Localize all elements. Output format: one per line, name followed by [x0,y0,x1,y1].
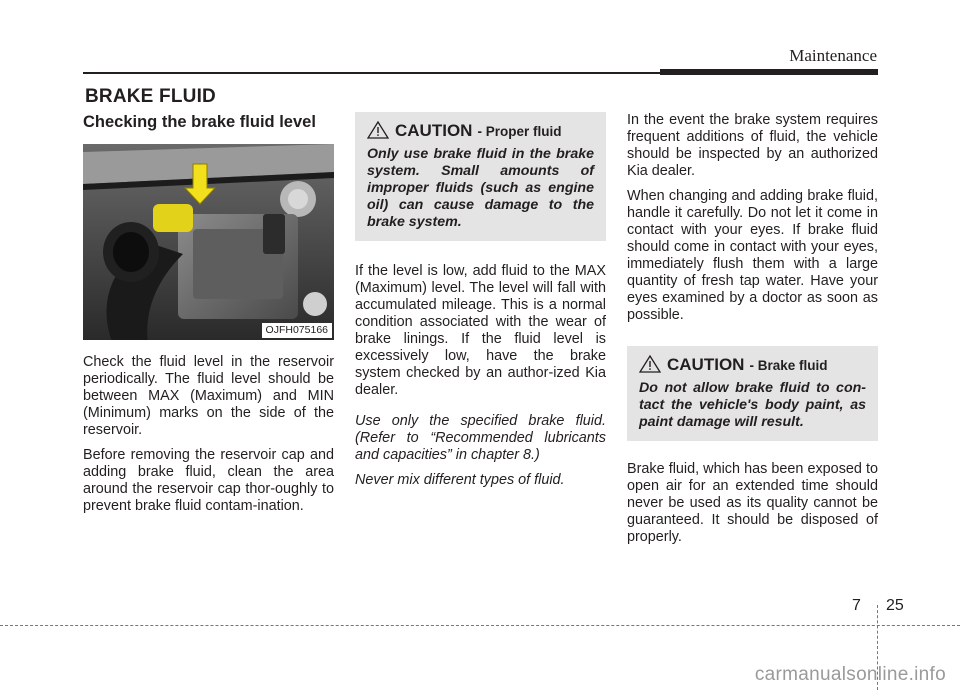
caution-box-proper-fluid [355,112,606,241]
note: Use only the specified brake fluid. (Refer to “Recommended lubricants and capacities” in chapter 8.) [355,413,606,463]
column-right [627,112,878,554]
photo-code: OJFH075166 [262,323,332,338]
header-rule-accent [660,69,878,75]
paragraph: If the level is low, add fluid to the MAX (Maximum) level. The level will fall with accumulated mileage. This is a normal condition associated with the wear of brake linings. If the fluid level is excessively low, have the brake system checked by an author-ized Kia dealer. [355,263,606,398]
column-middle [355,112,606,497]
caution-text: Only use brake fluid in the brake system. Small amounts of improper fluids (such as engine oil) can cause damage to the brake system. [367,146,594,230]
warning-triangle-icon [367,121,389,139]
caution-text: Do not allow brake fluid to con-tact the vehicle's body paint, as paint damage will result. [639,380,866,430]
paragraph: When changing and adding brake fluid, handle it carefully. Do not let it come in contact with your eyes. If brake fluid should come in contact with your eyes, immediately flush them with a large quantity of fresh tap water. Have your eyes examined by a doctor as soon as possible. [627,188,878,323]
caution-header [639,354,866,374]
column-left [83,112,334,523]
watermark-text: carmanualsonline.info [754,664,946,685]
paragraph: Check the fluid level in the reservoir periodically. The fluid level should be between MAX (Maximum) and MIN (Minimum) marks on the side of the reservoir. [83,354,334,438]
caution-label: CAUTION [667,354,745,374]
engine-bay-photo [83,144,334,340]
warning-triangle-icon [639,355,661,373]
footer-rule [0,625,960,626]
paragraph: Brake fluid, which has been exposed to open air for an extended time should never be used as its quality cannot be guaranteed. It should be disposed of properly. [627,461,878,545]
paragraph: In the event the brake system requires frequent additions of fluid, the vehicle should be inspected by an authorized Kia dealer. [627,112,878,179]
caution-subtitle: - Proper fluid [477,124,562,139]
chapter-number: 7 [852,597,861,614]
page-header-title: Maintenance [789,46,877,65]
note: Never mix different types of fluid. [355,472,565,488]
paragraph: Before removing the reservoir cap and adding brake fluid, clean the area around the reservoir cap thor-oughly to prevent brake fluid contam-ination. [83,447,334,514]
caution-subtitle: - Brake fluid [749,358,828,373]
caution-header [367,120,594,140]
section-title: BRAKE FLUID [85,86,216,107]
page-number: 25 [886,597,904,614]
engine-bay-illustration [83,144,334,340]
caution-box-brake-fluid [627,346,878,441]
caution-label: CAUTION [395,120,473,140]
subheading: Checking the brake fluid level [83,113,316,131]
